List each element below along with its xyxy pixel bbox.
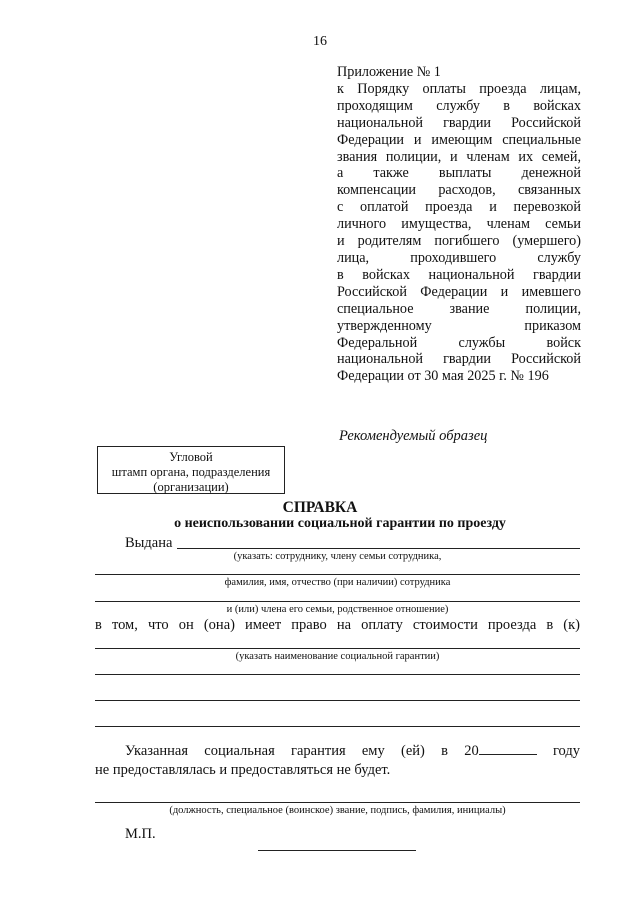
appendix-title: Приложение № 1 [337, 64, 441, 80]
issued-label: Выдана [125, 535, 173, 551]
body-text: в том, что он (она) имеет право на оплату стоимости проезда в (к) [95, 617, 580, 633]
statement-line-2: не предоставлялась и предоставляться не будет. [95, 762, 391, 778]
appendix-line: с оплатой проезда и перевозкой [337, 199, 581, 216]
fill-line[interactable] [95, 700, 580, 701]
appendix-line: в войсках национальной гвардии [337, 266, 581, 283]
certificate-subtitle-wrap [0, 516, 640, 532]
issued-to-line[interactable] [177, 548, 580, 549]
stamp-line: штамп органа, подразделения [111, 465, 271, 479]
fill-line[interactable] [95, 648, 580, 649]
signature-line[interactable] [95, 802, 580, 803]
certificate-subtitle: о неиспользовании социальной гарантии по проезду [174, 516, 506, 531]
appendix-line: Федеральной службы войск [337, 334, 581, 351]
appendix-line: лица, проходившего службу [337, 249, 581, 266]
hint-relation: и (или) члена его семьи, родственное отношение) [226, 604, 449, 615]
hint-guarantee-name: (указать наименование социальной гарантии) [235, 651, 440, 662]
bottom-line [258, 850, 416, 851]
statement-line-1 [125, 742, 580, 760]
statement-text: Указанная социальная гарантия ему (ей) в 20 [125, 743, 479, 759]
appendix-line: специальное звание полиции, [337, 300, 581, 317]
appendix-line: к Порядку оплаты проезда лицам, [337, 80, 581, 97]
hint-signature: (должность, специальное (воинское) звание, подпись, фамилия, инициалы) [169, 805, 506, 816]
appendix-line: и родителям погибшего (умершего) [337, 233, 581, 250]
appendix-line: Российской Федерации и имевшего [337, 283, 581, 300]
certificate-title: СПРАВКА [282, 499, 358, 516]
fill-line[interactable] [95, 574, 580, 575]
corner-stamp-box [97, 446, 285, 494]
fill-line[interactable] [95, 726, 580, 727]
seal-label: М.П. [125, 826, 156, 842]
appendix-line: национальной гвардии Российской [337, 351, 581, 368]
stamp-line: Угловой [169, 450, 213, 464]
appendix-line: личного имущества, членам семьи [337, 216, 581, 233]
appendix-line: Федерации от 30 мая 2025 г. № 196 [337, 368, 549, 385]
appendix-line: компенсации расходов, связанных [337, 182, 581, 199]
appendix-block [337, 64, 581, 385]
appendix-line: утвержденному приказом [337, 317, 581, 334]
appendix-line: Федерации и имеющим специальные [337, 131, 581, 148]
page-number: 16 [313, 34, 327, 49]
stamp-line: (организации) [153, 480, 229, 494]
statement-year-word: году [552, 743, 581, 759]
appendix-line: проходящим службу в войсках [337, 97, 581, 114]
appendix-line: национальной гвардии Российской [337, 114, 581, 131]
hint-full-name: фамилия, имя, отчество (при наличии) сотрудника [224, 577, 451, 588]
fill-line[interactable] [95, 674, 580, 675]
appendix-line: звания полиции, и членам их семей, [337, 148, 581, 165]
year-blank[interactable] [479, 742, 537, 755]
hint-recipient: (указать: сотруднику, члену семьи сотрудника, [233, 551, 442, 562]
fill-line[interactable] [95, 601, 580, 602]
appendix-line: а также выплаты денежной [337, 165, 581, 182]
sample-label: Рекомендуемый образец [339, 428, 488, 444]
